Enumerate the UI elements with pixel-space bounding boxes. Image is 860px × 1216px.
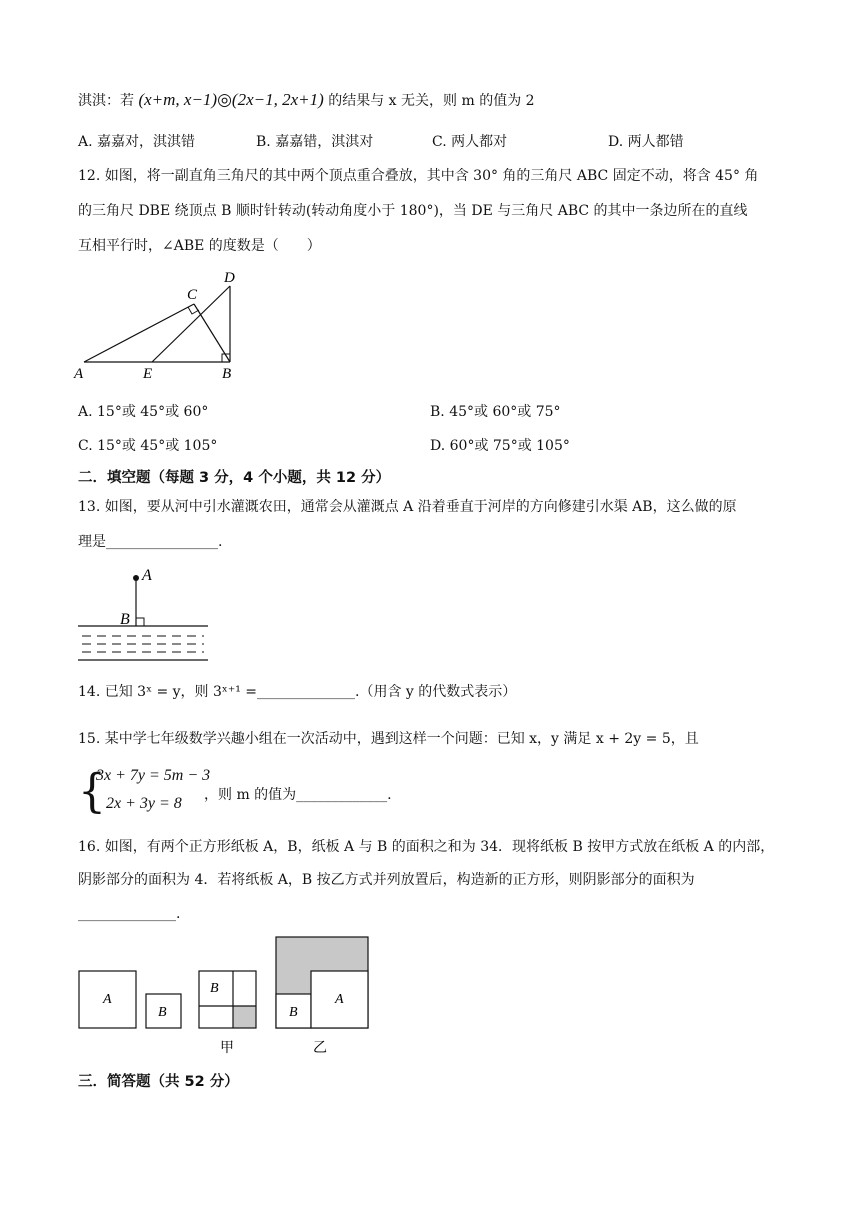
label-b-1: B	[158, 1005, 167, 1020]
edge-cb	[194, 304, 230, 362]
q12-option-b: B. 45°或 60°或 75°	[430, 404, 561, 420]
q12-option-d: D. 60°或 75°或 105°	[430, 438, 570, 454]
q11-prefix: 淇淇：若	[78, 93, 134, 109]
label-b: B	[222, 366, 232, 382]
q16-line-3: ______________.	[78, 906, 181, 922]
section-2-heading: 二．填空题（每题 3 分，4 个小题，共 12 分）	[78, 470, 391, 486]
right-angle-mark	[136, 618, 144, 626]
q11-expr: (x+m, x−1)◎(2x−1, 2x+1)	[138, 90, 324, 109]
label-a: A	[74, 366, 84, 382]
q16-line-2: 阴影部分的面积为 4．若将纸板 A，B 按乙方式并列放置后，构造新的正方形，则阴影部分的面积为	[78, 872, 695, 888]
jia-shaded	[233, 1006, 256, 1028]
system-brace: {	[78, 764, 106, 819]
q13-river-figure	[76, 562, 216, 664]
label-d: D	[224, 270, 235, 286]
q11-tail	[78, 90, 535, 111]
q11-option-c: C. 两人都对	[432, 134, 508, 150]
q12-triangle-figure	[70, 266, 250, 386]
label-b: B	[120, 611, 130, 628]
q15-eq-1: 3x + 7y = 5m − 3	[96, 767, 211, 784]
q16-squares-figure	[70, 930, 380, 1062]
label-c: C	[187, 287, 198, 303]
q11-option-d: D. 两人都错	[608, 134, 684, 150]
edge-ac	[84, 304, 194, 362]
q13-line-1: 13. 如图，要从河中引水灌溉农田，通常会从灌溉点 A 沿着垂直于河岸的方向修建引水渠 AB，这么做的原	[78, 499, 737, 515]
q14-line: 14. 已知 3ˣ = y，则 3ˣ⁺¹ =______________.（用含 y 的代数式表示）	[78, 684, 517, 700]
q12-option-a: A. 15°或 45°或 60°	[78, 404, 209, 420]
q16-line-1: 16. 如图，有两个正方形纸板 A，B，纸板 A 与 B 的面积之和为 34．现将纸板 B 按甲方式放在纸板 A 的内部，	[78, 839, 775, 855]
section-3-heading: 三．简答题（共 52 分）	[78, 1074, 239, 1090]
q11-suffix: 的结果与 x 无关，则 m 的值为 2	[328, 93, 535, 109]
q11-option-a: A. 嘉嘉对，淇淇错	[78, 134, 196, 150]
label-a: A	[142, 567, 152, 584]
label-b-3: B	[289, 1005, 298, 1020]
label-yi: 乙	[313, 1041, 327, 1056]
q13-line-2: 理是________________.	[78, 534, 223, 550]
q12-line-3: 互相平行时，∠ABE 的度数是（ ）	[78, 238, 321, 254]
q12-line-1: 12. 如图，将一副直角三角尺的其中两个顶点重合叠放，其中含 30° 角的三角尺 ABC 固定不动，将含 45° 角	[78, 168, 759, 184]
label-b-2: B	[210, 981, 219, 996]
label-jia: 甲	[220, 1041, 234, 1056]
right-angle-c	[188, 307, 199, 314]
q15-line-1: 15. 某中学七年级数学兴趣小组在一次活动中，遇到这样一个问题：已知 x，y 满足 x + 2y = 5，且	[78, 731, 699, 747]
q15-after: ，则 m 的值为_____________.	[204, 787, 392, 803]
label-a-3: A	[335, 992, 344, 1007]
q12-line-2: 的三角尺 DBE 绕顶点 B 顺时针转动(转动角度小于 180°)，当 DE 与三角尺 ABC 的其中一条边所在的直线	[78, 203, 748, 219]
label-e: E	[143, 366, 153, 382]
q15-eq-2: 2x + 3y = 8	[106, 795, 182, 812]
label-a-1: A	[103, 992, 112, 1007]
q11-option-b: B. 嘉嘉错，淇淇对	[256, 134, 374, 150]
q12-option-c: C. 15°或 45°或 105°	[78, 438, 218, 454]
